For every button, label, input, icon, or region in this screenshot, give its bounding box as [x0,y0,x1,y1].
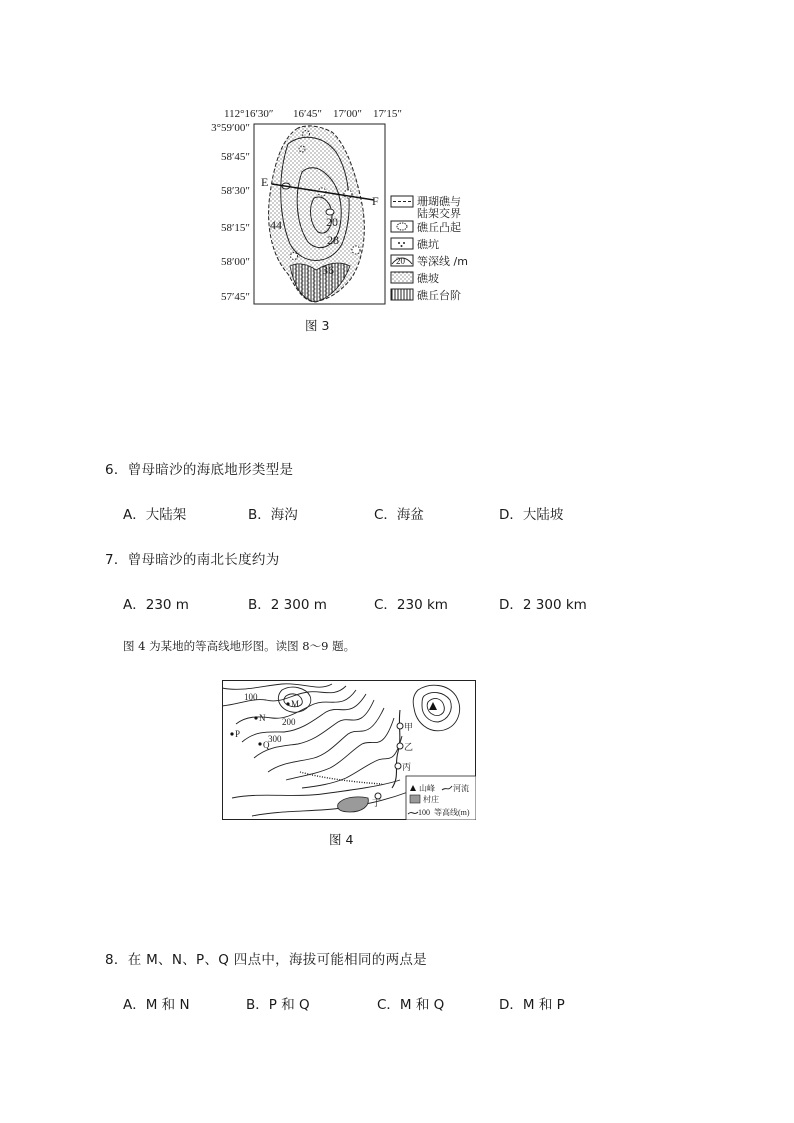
question-7-option-c: C．230 km [374,597,448,613]
figure-4-caption: 图 4 [329,832,354,847]
figure-3-legend [391,194,468,302]
lat-tick: 58′15″ [221,222,250,234]
legend-label: 珊瑚礁与 [417,195,461,208]
point-q-label: Q [263,740,270,750]
village-point-jia [397,723,403,729]
question-8-option-d: D．M 和 P [499,997,565,1013]
lat-tick: 58′00″ [221,256,250,268]
depth-label: 44 [270,218,282,232]
legend-contour-value: 100 [418,808,430,817]
village-label-yi: 乙 [404,742,414,752]
question-7-stem: 7．曾母暗沙的南北长度约为 [105,552,280,568]
contour-label-100: 100 [244,692,258,702]
question-6-option-c: C．海盆 [374,507,424,523]
legend-village-icon [410,795,420,803]
lat-tick: 57′45″ [221,291,250,303]
point-m-label: M [291,699,300,709]
legend-label: 礁坡 [417,272,439,285]
figure-3-map [190,104,510,310]
legend-label: 礁丘凸起 [417,221,461,234]
village-label-bing: 丙 [402,762,412,772]
question-6-option-b: B．海沟 [248,507,298,523]
legend-label: 礁丘台阶 [417,289,461,302]
legend-label: 礁坑 [417,238,439,251]
contour-label-200: 200 [282,717,296,727]
figure-4-intro: 图 4 为某地的等高线地形图。读图 8～9 题。 [123,639,356,653]
question-8-stem: 8．在 M、N、P、Q 四点中，海拔可能相同的两点是 [105,952,427,968]
question-6-option-a: A．大陆架 [123,507,187,523]
question-6-option-d: D．大陆坡 [499,507,564,523]
point-n-label: N [259,713,266,723]
question-7-option-b: B．2 300 m [248,597,327,613]
village-label-jia: 甲 [404,722,414,732]
question-6-stem: 6．曾母暗沙的海底地形类型是 [105,462,294,478]
question-8-option-b: B．P 和 Q [246,997,310,1013]
point-f-label: F [372,194,379,208]
lat-tick: 58′45″ [221,151,250,163]
question-8-option-c: C．M 和 Q [377,997,445,1013]
lon-tick: 112°16′30″ [224,108,274,120]
lat-tick: 58′30″ [221,185,250,197]
question-8-option-a: A．M 和 N [123,997,190,1013]
legend-label: 等深线 /m [417,255,468,268]
lon-tick: 17′15″ [373,108,402,120]
contour-label-300: 300 [268,734,282,744]
lon-tick: 16′45″ [293,108,322,120]
question-7-option-a: A．230 m [123,597,189,613]
village-point-bing [395,763,401,769]
point-e-label: E [261,175,269,189]
village-label-ding: 丁 [372,798,382,808]
legend-peak-label: 山峰 [419,784,435,793]
legend-label: 陆架交界 [417,207,461,220]
village-point-yi [397,743,403,749]
question-7-option-d: D．2 300 km [499,597,587,613]
figure-4-legend [406,776,476,820]
legend-contour-label: 等高线(m) [434,808,470,817]
depth-label: 36 [322,263,334,277]
point-p-label: P [235,729,241,739]
figure-4-map [222,680,476,820]
reef-pit [352,246,360,254]
lon-tick: 17′00″ [333,108,362,120]
legend-sample-value: 20 [396,256,405,266]
depth-label: 28 [327,233,339,247]
legend-river-label: 河流 [453,784,469,793]
legend-village-label: 村庄 [423,795,439,804]
depth-label: 20 [326,215,338,229]
figure-3-caption: 图 3 [305,318,330,333]
reef-pit [291,253,298,260]
lat-tick: 3°59′00″ [211,122,250,134]
